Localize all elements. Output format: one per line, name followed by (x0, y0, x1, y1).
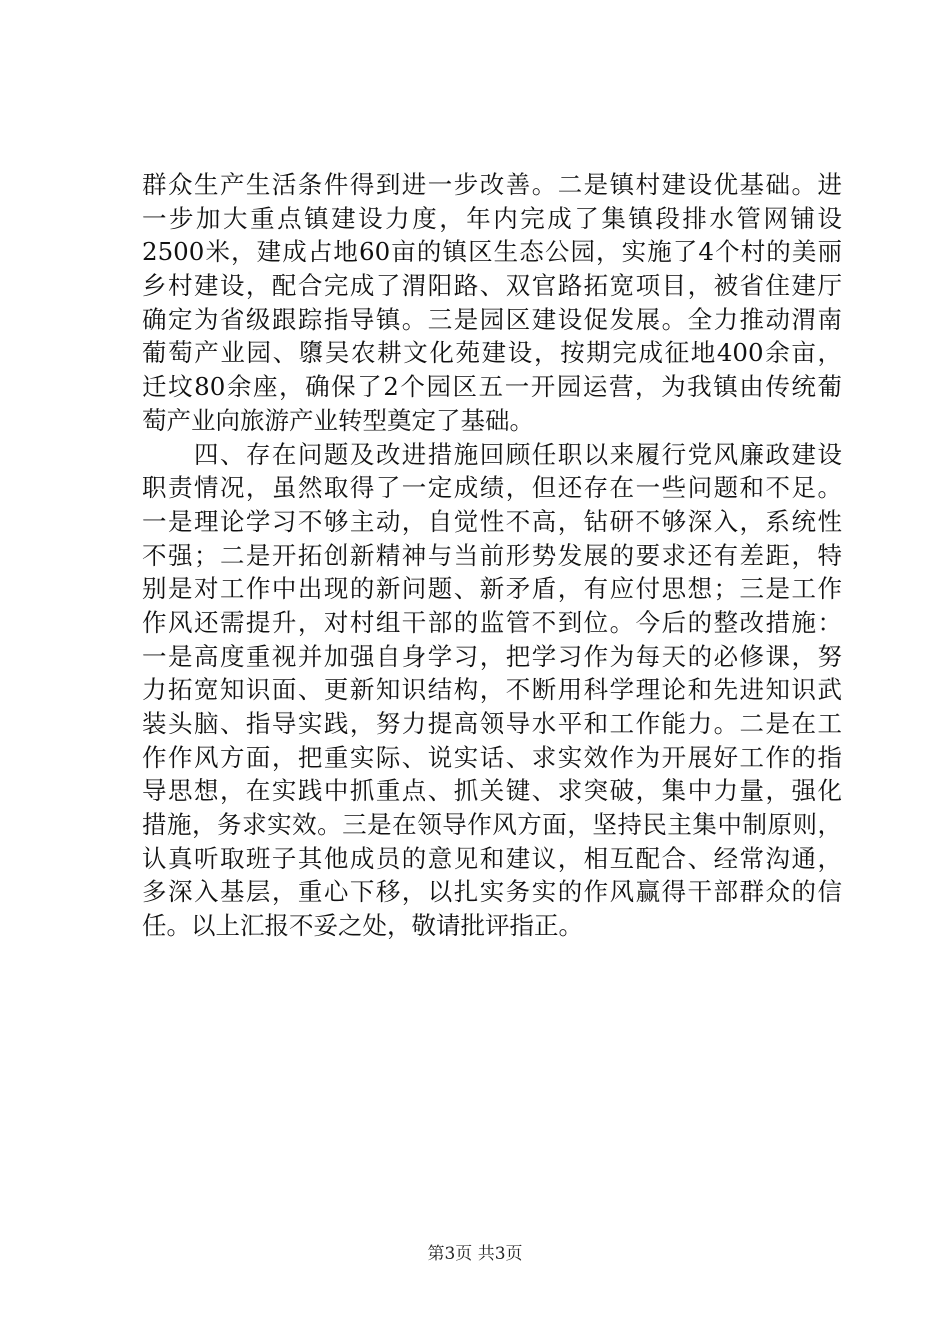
text-line: 一步加大重点镇建设力度，年内完成了集镇段排水管网铺设 (142, 203, 842, 233)
text-line: 萄产业向旅游产业转型奠定了基础。 (142, 405, 534, 435)
page-footer: 第3页 共3页 (427, 1244, 523, 1264)
text-line: 别是对工作中出现的新问题、新矛盾，有应付思想；三是工作 (142, 574, 842, 604)
text-line: 群众生产生活条件得到进一步改善。二是镇村建设优基础。进 (142, 170, 842, 199)
text-line: 作风还需提升，对村组干部的监管不到位。今后的整改措施： (142, 607, 842, 637)
text-line: 导思想，在实践中抓重点、抓关键、求突破，集中力量，强化 (142, 776, 842, 806)
text-line: 不强；二是开拓创新精神与当前形势发展的要求还有差距，特 (142, 540, 842, 570)
text-line: 任。以上汇报不妥之处，敬请批评指正。 (142, 911, 583, 941)
text-line: 装头脑、指导实践，努力提高领导水平和工作能力。二是在工 (142, 709, 842, 738)
text-line: 葡萄产业园、隳吴农耕文化苑建设，按期完成征地400余亩， (142, 338, 842, 368)
text-line: 一是理论学习不够主动，自觉性不高，钻研不够深入，系统性 (142, 506, 842, 536)
text-line: 一是高度重视并加强自身学习，把学习作为每天的必修课，努 (142, 641, 842, 671)
text-line: 确定为省级跟踪指导镇。三是园区建设促发展。全力推动渭南 (142, 304, 842, 334)
body-text (142, 168, 842, 943)
text-line: 职责情况，虽然取得了一定成绩，但还存在一些问题和不足。 (142, 473, 842, 503)
text-line: 多深入基层，重心下移，以扎实务实的作风赢得干部群众的信 (142, 877, 842, 907)
text-line: 2500米，建成占地60亩的镇区生态公园，实施了4个村的美丽 (142, 237, 842, 267)
text-line: 力拓宽知识面、更新知识结构，不断用科学理论和先进知识武 (142, 675, 842, 705)
text-line: 乡村建设，配合完成了渭阳路、双官路拓宽项目，被省住建厅 (142, 271, 842, 301)
text-line: 作作风方面，把重实际、说实话、求实效作为开展好工作的指 (142, 742, 842, 772)
text-line: 措施，务求实效。三是在领导作风方面，坚持民主集中制原则， (142, 810, 842, 840)
text-line: 认真听取班子其他成员的意见和建议，相互配合、经常沟通， (142, 843, 842, 873)
text-line: 迁坟80余座，确保了2个园区五一开园运营，为我镇由传统葡 (142, 372, 842, 402)
text-line: 四、存在问题及改进措施回顾任职以来履行党风廉政建设 (142, 439, 842, 469)
